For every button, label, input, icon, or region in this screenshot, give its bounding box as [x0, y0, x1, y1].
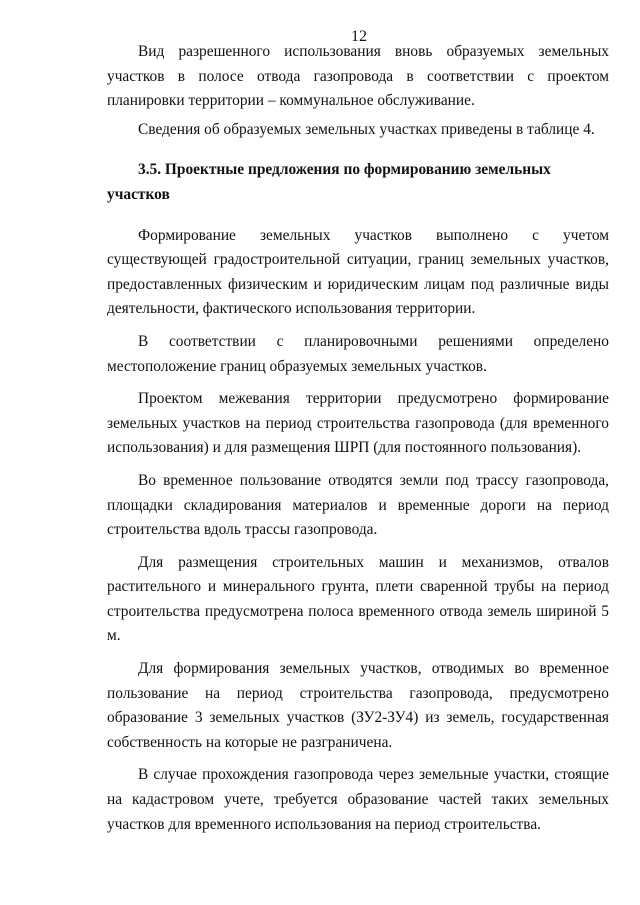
- paragraph-table-reference: Сведения об образуемых земельных участках приведены в таблице 4.: [138, 120, 595, 138]
- section-heading: 3.5. Проектные предложения по формированию земельных участков: [107, 161, 551, 203]
- page-number: 12: [351, 28, 367, 45]
- paragraph-formation-basis: Формирование земельных участков выполнено с учетом существующей градостроительной ситуации, границ земельных участков, предоставленных физическим и юридическим лицам под различные виды деятельности, фактического использования территории.: [107, 226, 609, 318]
- paragraph-temporary-strip: Для размещения строительных машин и механизмов, отвалов растительного и минерального грунта, плети сваренной трубы на период строительства предусмотрена полоса временного отвода земель шириной 5 м.: [107, 553, 609, 645]
- document-body: [107, 40, 609, 837]
- paragraph-land-plots-formation: Для формирования земельных участков, отводимых во временное пользование на период строительства газопровода, предусмотрено образование 3 земельных участков (ЗУ2-ЗУ4) из земель, государственная собственность на которые не разграничена.: [107, 660, 609, 751]
- paragraph-temporary-use: Во временное пользование отводятся земли под трассу газопровода, площадки складирования материалов и временные дороги на период строительства вдоль трассы газопровода.: [107, 471, 609, 539]
- paragraph-survey-project: Проектом межевания территории предусмотрено формирование земельных участков на период строительства газопровода (для временного использования) и для размещения ШРП (для постоянного пользования).: [107, 390, 609, 457]
- paragraph-boundaries: В соответствии с планировочными решениями определено местоположение границ образуемых земельных участков.: [107, 332, 609, 375]
- paragraph-cadastral-parts: В случае прохождения газопровода через земельные участки, стоящие на кадастровом учете, требуется образование частей таких земельных участков для временного использования на период строительства.: [107, 766, 609, 833]
- paragraph-permitted-use: Вид разрешенного использования вновь образуемых земельных участков в полосе отвода газопровода в соответствии с проектом планировки территории – коммунальное обслуживание.: [107, 43, 609, 110]
